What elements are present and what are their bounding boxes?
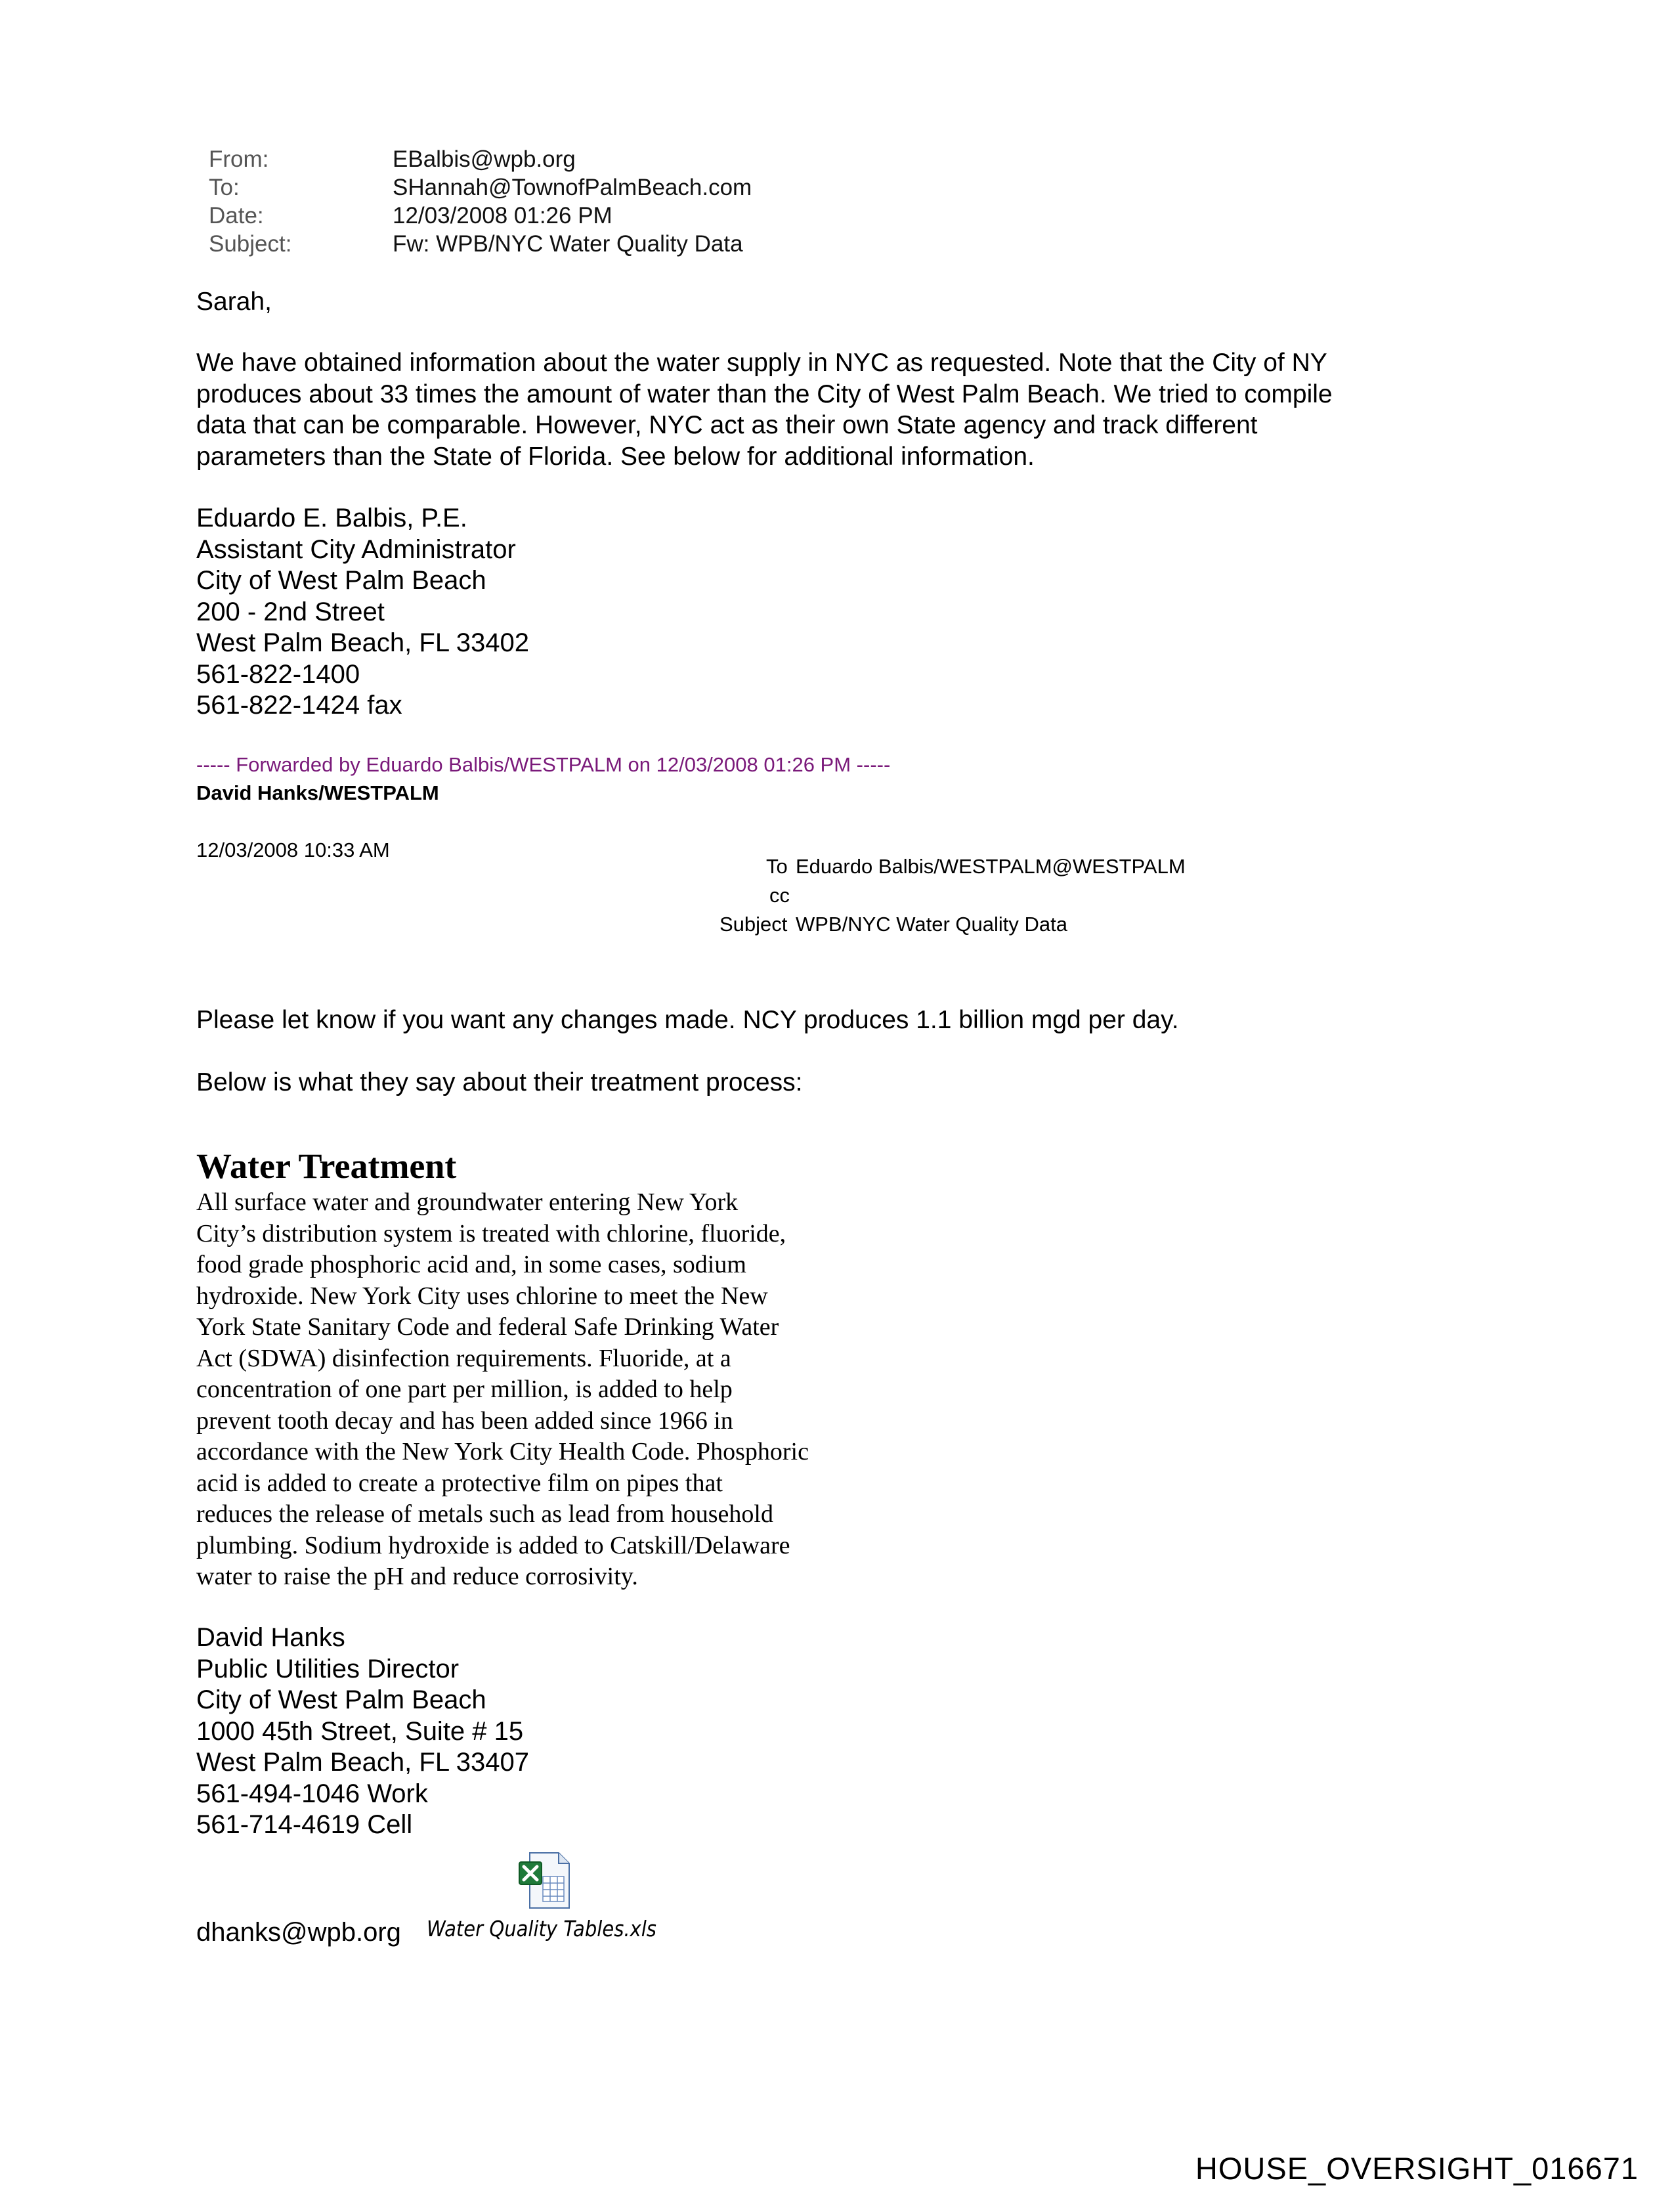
attachment-name[interactable]: Water Quality Tables.xls xyxy=(427,1916,656,1941)
subject-value: Fw: WPB/NYC Water Quality Data xyxy=(393,231,743,257)
excel-file-icon[interactable] xyxy=(515,1850,576,1911)
treatment-line: concentration of one part per million, is added to help xyxy=(196,1376,733,1403)
date-value: 12/03/2008 01:26 PM xyxy=(393,203,612,228)
forwarded-date: 12/03/2008 10:33 AM xyxy=(196,838,390,861)
signature-line: 1000 45th Street, Suite # 15 xyxy=(196,1717,524,1746)
treatment-line: accordance with the New York City Health Code. Phosphoric xyxy=(196,1438,809,1465)
message-line: Please let know if you want any changes made. NCY produces 1.1 billion mgd per day. xyxy=(196,1006,1179,1034)
from-label: From: xyxy=(209,146,269,172)
message-line: Below is what they say about their treatment process: xyxy=(196,1068,803,1096)
signature-line: 561-822-1424 fax xyxy=(196,691,402,720)
signature-line: 561-494-1046 Work xyxy=(196,1779,428,1808)
bates-number: HOUSE_OVERSIGHT_016671 xyxy=(1195,2151,1639,2186)
signature-line: 561-714-4619 Cell xyxy=(196,1810,413,1839)
signature-line: West Palm Beach, FL 33407 xyxy=(196,1748,529,1777)
signature-line: Eduardo E. Balbis, P.E. xyxy=(196,504,467,532)
treatment-paragraph xyxy=(196,1187,809,1593)
treatment-line: Act (SDWA) disinfection requirements. Fluoride, at a xyxy=(196,1344,731,1372)
fw-to-label: To xyxy=(766,855,788,878)
treatment-line: hydroxide. New York City uses chlorine to meet the New xyxy=(196,1282,768,1310)
signature-line: City of West Palm Beach xyxy=(196,566,486,595)
fw-cc-label: cc xyxy=(769,884,790,907)
fw-to-value: Eduardo Balbis/WESTPALM@WESTPALM xyxy=(796,855,1186,878)
signature-line: Assistant City Administrator xyxy=(196,535,516,564)
treatment-line: food grade phosphoric acid and, in some cases, sodium xyxy=(196,1251,746,1278)
signature-line: 561-822-1400 xyxy=(196,660,360,689)
treatment-line: water to raise the pH and reduce corrosivity. xyxy=(196,1563,638,1590)
to-value: SHannah@TownofPalmBeach.com xyxy=(393,175,752,200)
greeting: Sarah, xyxy=(196,288,272,316)
treatment-line: plumbing. Sodium hydroxide is added to Catskill/Delaware xyxy=(196,1531,790,1559)
from-value: EBalbis@wpb.org xyxy=(393,146,576,172)
intro-line: parameters than the State of Florida. See below for additional information. xyxy=(196,443,1035,471)
treatment-line: acid is added to create a protective film on pipes that xyxy=(196,1469,723,1497)
forwarded-divider: ----- Forwarded by Eduardo Balbis/WESTPALM on 12/03/2008 01:26 PM ----- xyxy=(196,753,891,776)
signature-line: David Hanks xyxy=(196,1623,345,1652)
fw-subject-value: WPB/NYC Water Quality Data xyxy=(796,913,1068,936)
forwarded-sender: David Hanks/WESTPALM xyxy=(196,781,439,804)
treatment-line: City’s distribution system is treated with chlorine, fluoride, xyxy=(196,1219,786,1247)
section-title: Water Treatment xyxy=(196,1146,457,1186)
email-address[interactable]: dhanks@wpb.org xyxy=(196,1918,401,1947)
to-label: To: xyxy=(209,175,240,200)
treatment-line: reduces the release of metals such as lead from household xyxy=(196,1500,773,1528)
intro-line: data that can be comparable. However, NYC act as their own State agency and track different xyxy=(196,411,1258,439)
signature-line: 200 - 2nd Street xyxy=(196,597,385,626)
treatment-line: prevent tooth decay and has been added since 1966 in xyxy=(196,1406,733,1435)
intro-line: produces about 33 times the amount of water than the City of West Palm Beach. We tried to compile xyxy=(196,380,1333,408)
signature-line: West Palm Beach, FL 33402 xyxy=(196,628,529,657)
date-label: Date: xyxy=(209,203,264,228)
intro-line: We have obtained information about the water supply in NYC as requested. Note that the City of NY xyxy=(196,349,1327,377)
treatment-line: All surface water and groundwater entering New York xyxy=(196,1188,739,1216)
signature-line: Public Utilities Director xyxy=(196,1655,460,1683)
signature-line: City of West Palm Beach xyxy=(196,1685,486,1714)
treatment-line: York State Sanitary Code and federal Safe Drinking Water xyxy=(196,1313,779,1341)
subject-label: Subject: xyxy=(209,231,292,257)
fw-subject-label: Subject xyxy=(719,913,788,936)
